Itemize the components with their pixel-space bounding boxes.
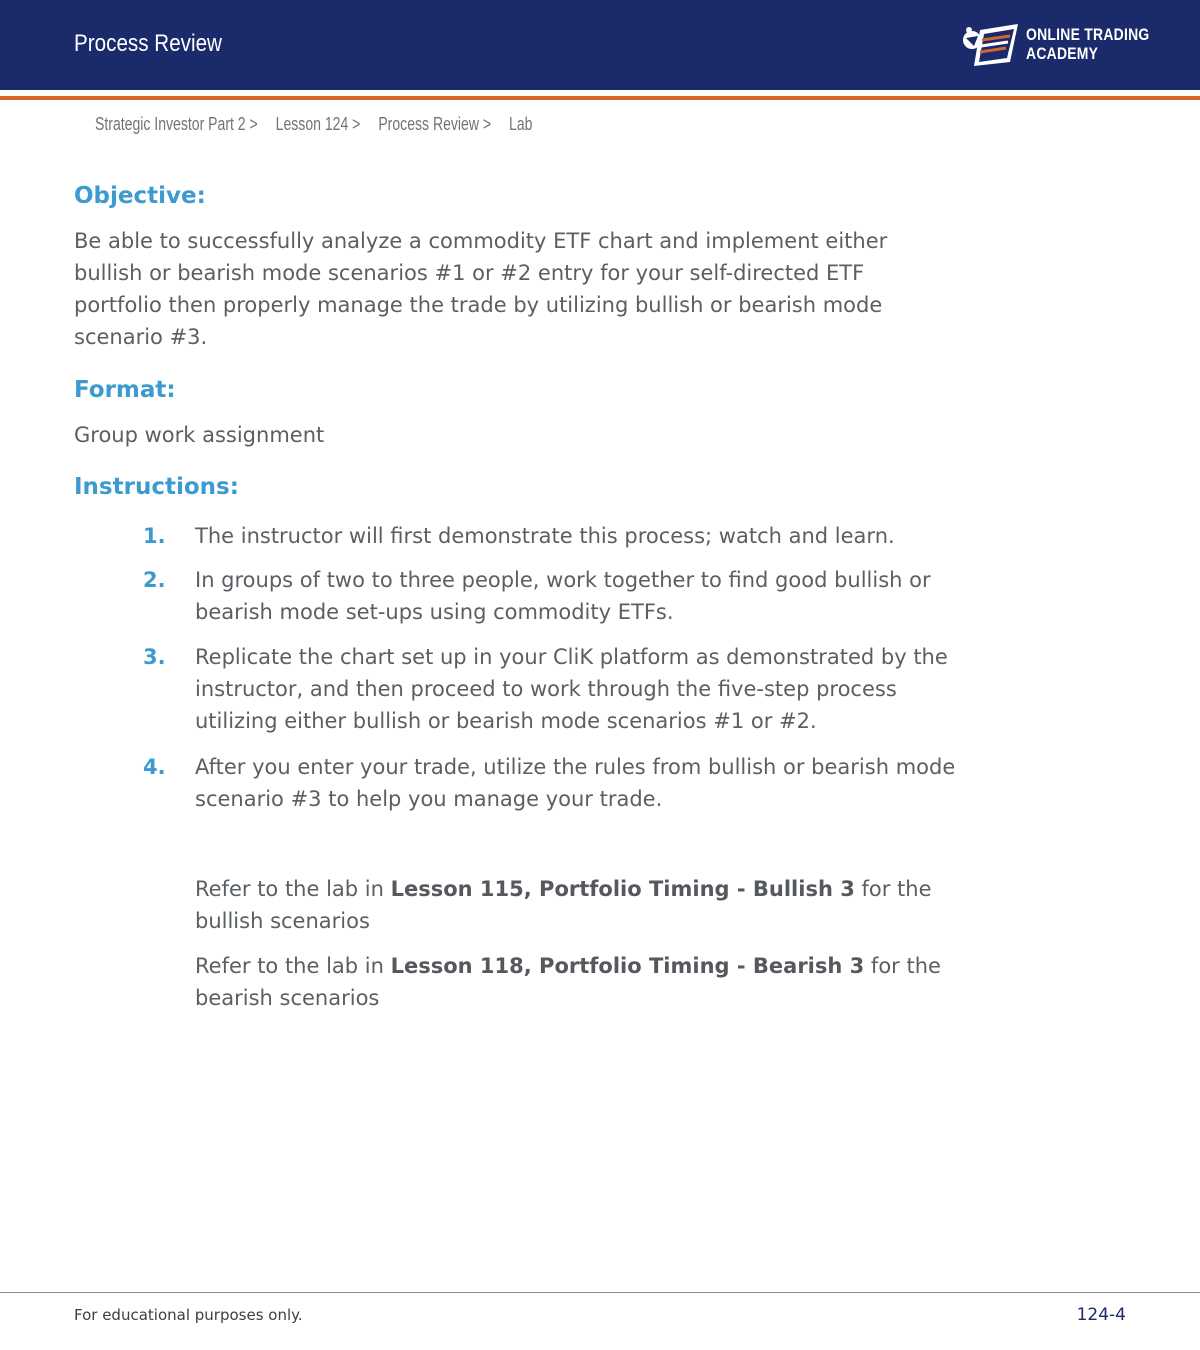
page-header	[0, 0, 1200, 90]
objective-heading: Objective:	[74, 183, 206, 209]
reference-lesson-link: Lesson 115, Portfolio Timing - Bullish 3	[390, 877, 855, 901]
instruction-text: Replicate the chart set up in your CliK platform as demonstrated by the instructor, and then proceed to work through the five-step process utilizing either bullish or bearish mode scenarios #1 or #2.	[195, 645, 948, 733]
instruction-number: 4.	[143, 755, 166, 779]
reference-bearish: Refer to the lab in Lesson 118, Portfolio Timing - Bearish 3 for the bearish scenarios	[195, 954, 941, 1010]
reference-lesson-link: Lesson 118, Portfolio Timing - Bearish 3	[390, 954, 865, 978]
logo-emblem-icon	[960, 22, 1022, 68]
page-number: 124-4	[1076, 1305, 1126, 1325]
header-divider-orange	[0, 96, 1200, 100]
instruction-text: In groups of two to three people, work together to find good bullish or bearish mode set-ups using commodity ETFs.	[195, 568, 931, 624]
breadcrumb	[95, 114, 547, 135]
format-text: Group work assignment	[74, 423, 325, 447]
breadcrumb-current: Lab	[509, 114, 533, 134]
objective-text: Be able to successfully analyze a commodity ETF chart and implement either bullish or bearish mode scenarios #1 or #2 entry for your self-directed ETF portfolio then properly manage the trade by utilizing bullish or bearish mode scenario #3.	[74, 229, 888, 349]
logo-wordmark: ONLINE TRADING ACADEMY	[1026, 25, 1150, 63]
reference-bullish: Refer to the lab in Lesson 115, Portfolio Timing - Bullish 3 for the bullish scenarios	[195, 877, 932, 933]
format-heading: Format:	[74, 377, 176, 403]
instruction-text: After you enter your trade, utilize the rules from bullish or bearish mode scenario #3 to help you manage your trade.	[195, 755, 956, 811]
breadcrumb-lesson[interactable]: Lesson 124 >	[275, 114, 361, 134]
instruction-number: 1.	[143, 524, 166, 548]
breadcrumb-section[interactable]: Process Review >	[378, 114, 492, 134]
instructions-heading: Instructions:	[74, 474, 239, 500]
footer-divider	[0, 1292, 1200, 1293]
instruction-number: 3.	[143, 645, 166, 669]
instruction-text: The instructor will first demonstrate this process; watch and learn.	[195, 524, 895, 548]
header-title: Process Review	[74, 30, 222, 57]
instruction-number: 2.	[143, 568, 166, 592]
footer-disclaimer: For educational purposes only.	[74, 1306, 303, 1324]
breadcrumb-course[interactable]: Strategic Investor Part 2 >	[95, 114, 258, 134]
